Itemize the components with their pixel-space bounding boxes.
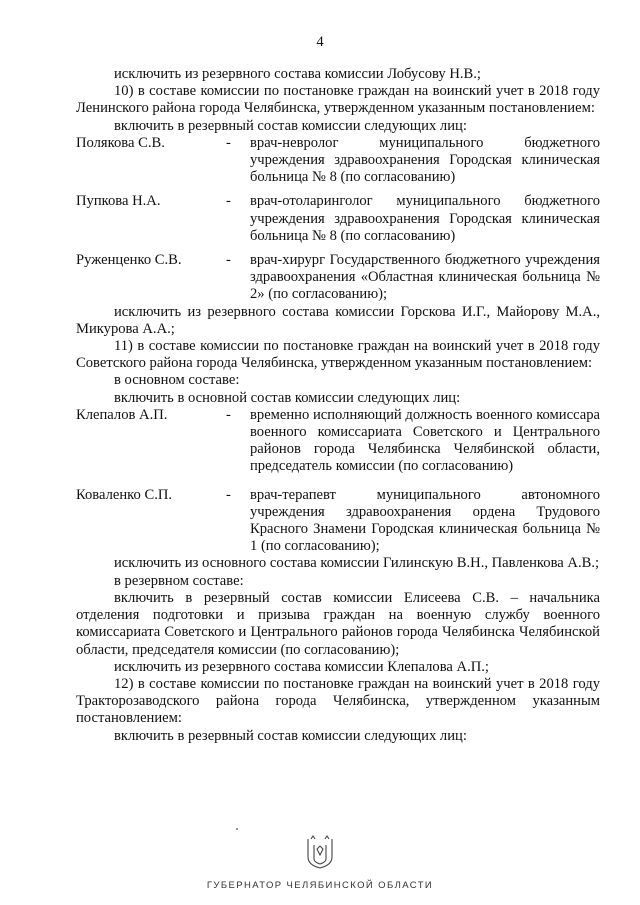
- letterhead-footer: [0, 835, 640, 894]
- paragraph: в резервном составе:: [114, 572, 244, 589]
- dash: -: [226, 193, 231, 210]
- page-number: 4: [316, 34, 324, 50]
- person-position: временно исполняющий должность военного комиссара военного комиссариата Советского и Центрального районов города Челябинска Челябинской области, председатель комиссии (по согласованию): [250, 406, 600, 475]
- paragraph: включить в основной состав комиссии следующих лиц:: [114, 389, 461, 406]
- paragraph: исключить из резервного состава комиссии Горскова И.Г., Майорову М.А., Микурова А.А.;: [76, 303, 600, 337]
- paragraph: 11) в составе комиссии по постановке граждан на воинский учет в 2018 году Советского района города Челябинска, утвержденном указанным постановлением:: [76, 338, 600, 372]
- person-position: врач-хирург Государственного бюджетного учреждения здравоохранения «Областная клиническая больница № 2» (по согласованию);: [250, 252, 600, 303]
- person-list: [76, 135, 600, 304]
- paragraph: 12) в составе комиссии по постановке граждан на воинский учет в 2018 году Тракторозаводского района города Челябинска, утвержденном указанным постановлением:: [76, 675, 600, 727]
- person-entry: [76, 135, 600, 187]
- person-position: врач-терапевт муниципального автономного учреждения здравоохранения ордена Трудового Красного Знамени Городская клиническая больница № 1 (по согласованию);: [250, 486, 600, 555]
- paragraph: исключить из основного состава комиссии Гилинскую В.Н., Павленкова А.В.;: [114, 555, 600, 572]
- paragraph: исключить из резервного состава комиссии Клепалова А.П.;: [114, 658, 489, 675]
- dash: -: [226, 252, 231, 269]
- person-entry: [76, 487, 600, 556]
- person-list: [76, 407, 600, 556]
- person-entry: [76, 407, 600, 476]
- letterhead-text: ГУБЕРНАТОР ЧЕЛЯБИНСКОЙ ОБЛАСТИ: [206, 880, 434, 891]
- person-name: Пупкова Н.А.: [76, 193, 161, 210]
- person-name: Полякова С.В.: [76, 134, 165, 151]
- person-name: Коваленко С.П.: [76, 486, 173, 503]
- person-position: врач-отоларинголог муниципального бюджетного учреждения здравоохранения Городская клиническая больница № 8 (по согласованию): [250, 193, 600, 244]
- person-entry: [76, 252, 600, 304]
- scan-speck: [236, 828, 238, 830]
- paragraph: включить в резервный состав комиссии следующих лиц:: [114, 727, 467, 744]
- dash: -: [226, 134, 231, 151]
- paragraph: 10) в составе комиссии по постановке граждан на воинский учет в 2018 году Ленинского района города Челябинска, утвержденном указанным постановлением:: [76, 83, 600, 117]
- document-body: [76, 66, 600, 745]
- person-entry: [76, 193, 600, 245]
- dash: -: [226, 406, 231, 423]
- paragraph: исключить из резервного состава комиссии Лобусову Н.В.;: [114, 66, 481, 82]
- person-position: врач-невролог муниципального бюджетного учреждения здравоохранения Городская клиническая больница № 8 (по согласованию): [250, 134, 600, 186]
- paragraph: в основном составе:: [114, 372, 240, 389]
- paragraph: включить в резервный состав комиссии Елисеева С.В. – начальника отделения подготовки и призыва граждан на военную службу военного комиссариата Советского и Центрального районов города Челябинска Челябинской области, председателя комиссии (по согласованию);: [76, 589, 600, 658]
- person-name: Клепалов А.П.: [76, 406, 168, 423]
- dash: -: [226, 486, 231, 503]
- person-name: Руженценко С.В.: [76, 252, 182, 269]
- coat-of-arms-icon: [300, 835, 340, 871]
- paragraph: включить в резервный состав комиссии следующих лиц:: [114, 117, 467, 134]
